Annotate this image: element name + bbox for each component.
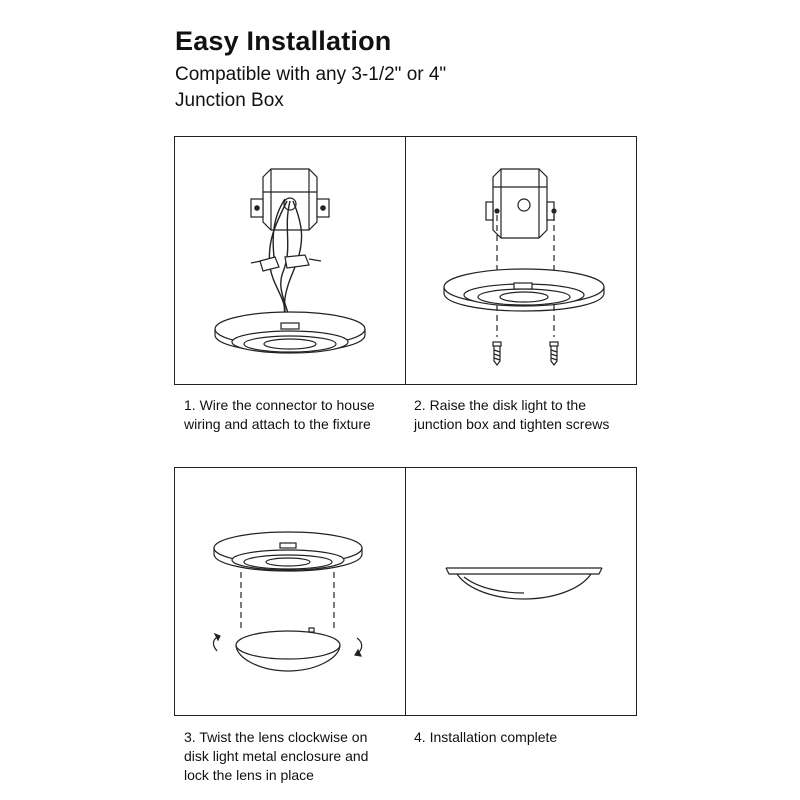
disk-light-shape (444, 269, 604, 311)
step-3-caption-line-1: 3. Twist the lens clockwise on (184, 729, 368, 745)
installed-light-illustration (406, 468, 638, 717)
disk-light-shape (215, 312, 365, 353)
disk-light-shape (214, 532, 362, 571)
wire-connectors-shape (251, 255, 321, 271)
mounting-illustration (406, 137, 638, 386)
lens-shape (236, 628, 340, 671)
step-1-illustration-panel (174, 136, 406, 385)
step-4-caption (414, 728, 634, 747)
mounting-screws-shape (493, 342, 558, 365)
step-3-caption (184, 728, 404, 785)
step-1-caption-line-1: 1. Wire the connector to house (184, 397, 375, 413)
step-2-caption (414, 396, 634, 434)
step-2-caption-line-1: 2. Raise the disk light to the (414, 397, 586, 413)
lens-illustration (175, 468, 407, 717)
subtitle-line-1: Compatible with any 3-1/2" or 4" (175, 64, 447, 85)
step-1-caption-line-2: wiring and attach to the fixture (184, 416, 371, 432)
step-3-caption-line-2: disk light metal enclosure and (184, 748, 369, 764)
subtitle-line-2: Junction Box (175, 90, 284, 111)
step-3-illustration-panel (174, 467, 406, 716)
step-4-caption-line-1: 4. Installation complete (414, 729, 558, 745)
step-1-caption (184, 396, 404, 434)
step-2-illustration-panel (405, 136, 637, 385)
installed-disk-light-shape (446, 568, 602, 599)
page-subtitle (175, 62, 535, 114)
wiring-illustration (175, 137, 407, 386)
alignment-lines-shape (241, 572, 334, 630)
step-4-illustration-panel (405, 467, 637, 716)
step-2-caption-line-2: junction box and tighten screws (414, 416, 610, 432)
step-3-caption-line-3: lock the lens in place (184, 767, 314, 783)
page-title: Easy Installation (175, 26, 392, 56)
junction-box-shape (251, 169, 329, 230)
